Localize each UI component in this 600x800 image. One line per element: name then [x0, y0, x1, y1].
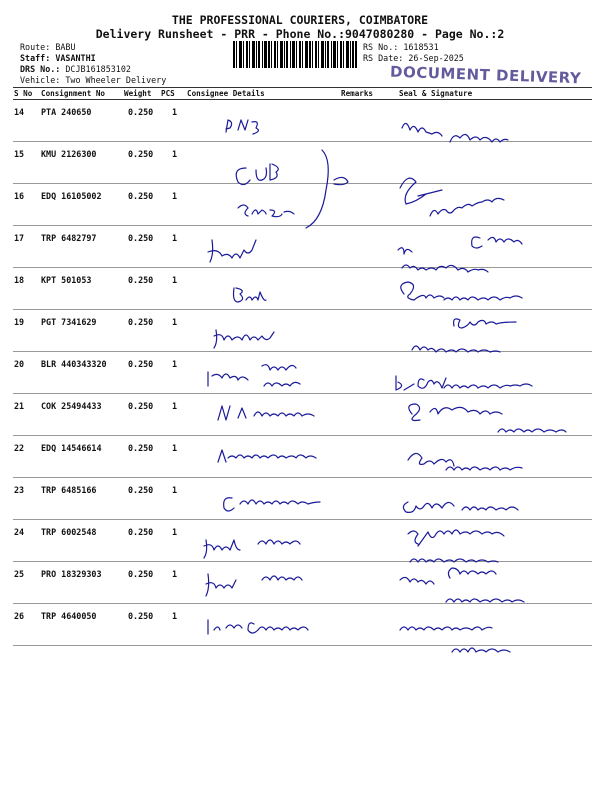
- table-row: [0, 352, 600, 394]
- staff-field: Staff: VASANTHI: [20, 53, 96, 63]
- row-sno: 19: [14, 317, 25, 327]
- row-weight: 0.250: [128, 317, 154, 327]
- col-seal-signature: Seal & Signature: [399, 89, 473, 98]
- rs-no-value: 1618531: [403, 42, 439, 52]
- row-sno: 23: [14, 485, 25, 495]
- row-weight: 0.250: [128, 527, 154, 537]
- row-consignment: PTA 240650: [41, 107, 92, 117]
- row-sno: 22: [14, 443, 25, 453]
- table-row: [0, 562, 600, 604]
- table-row: [0, 478, 600, 520]
- row-sno: 26: [14, 611, 25, 621]
- row-pcs: 1: [172, 317, 178, 327]
- row-consignment: KMU 2126300: [41, 149, 97, 159]
- table-row: [0, 226, 600, 268]
- col-pcs: PCS: [161, 89, 175, 98]
- row-consignment: EDQ 14546614: [41, 443, 102, 453]
- row-sno: 21: [14, 401, 25, 411]
- row-weight: 0.250: [128, 485, 154, 495]
- report-title: THE PROFESSIONAL COURIERS, COIMBATORE: [171, 13, 429, 27]
- row-consignment: EDQ 16105002: [41, 191, 102, 201]
- rs-date-field: RS Date: 26-Sep-2025: [363, 53, 464, 63]
- row-sno: 18: [14, 275, 25, 285]
- row-pcs: 1: [172, 191, 178, 201]
- row-consignment: TRP 6485166: [41, 485, 97, 495]
- row-sno: 17: [14, 233, 25, 243]
- route-value: BABU: [55, 42, 76, 52]
- col-weight: Weight: [124, 89, 152, 98]
- barcode-image: [233, 41, 357, 68]
- row-pcs: 1: [172, 443, 178, 453]
- route-field: Route: BABU: [20, 42, 76, 52]
- row-consignment: TRP 4640050: [41, 611, 97, 621]
- row-sno: 20: [14, 359, 25, 369]
- row-pcs: 1: [172, 359, 178, 369]
- table-row: [0, 394, 600, 436]
- rs-no-field: RS No.: 1618531: [363, 42, 439, 52]
- report-subtitle: Delivery Runsheet - PRR - Phone No.:9047080280 - Page No.:2: [95, 27, 505, 41]
- table-row: [0, 184, 600, 226]
- row-weight: 0.250: [128, 611, 154, 621]
- table-row: [0, 100, 600, 142]
- table-row: [0, 520, 600, 562]
- rs-date-value: 26-Sep-2025: [408, 53, 464, 63]
- drs-field: DRS No.: DCJB161853102: [20, 64, 131, 74]
- col-consignee: Consignee Details: [187, 89, 265, 98]
- row-pcs: 1: [172, 107, 178, 117]
- col-consignment: Consignment No: [41, 89, 106, 98]
- document-delivery-stamp: DOCUMENT DELIVERY: [389, 62, 582, 88]
- row-consignment: PRO 18329303: [41, 569, 102, 579]
- row-weight: 0.250: [128, 191, 154, 201]
- row-rule: [13, 645, 592, 646]
- row-weight: 0.250: [128, 149, 154, 159]
- row-pcs: 1: [172, 527, 178, 537]
- row-weight: 0.250: [128, 443, 154, 453]
- col-remarks: Remarks: [341, 89, 374, 98]
- table-row: [0, 142, 600, 184]
- table-row: [0, 268, 600, 310]
- staff-value: VASANTHI: [55, 53, 96, 63]
- row-sno: 14: [14, 107, 25, 117]
- col-sno: S No: [14, 89, 33, 98]
- row-weight: 0.250: [128, 359, 154, 369]
- row-weight: 0.250: [128, 107, 154, 117]
- table-row: [0, 604, 600, 646]
- row-consignment: BLR 440343320: [41, 359, 107, 369]
- row-consignment: PGT 7341629: [41, 317, 97, 327]
- row-weight: 0.250: [128, 233, 154, 243]
- row-sno: 25: [14, 569, 25, 579]
- row-pcs: 1: [172, 275, 178, 285]
- row-weight: 0.250: [128, 401, 154, 411]
- row-consignment: COK 25494433: [41, 401, 102, 411]
- header-top-rule: [13, 87, 592, 88]
- row-pcs: 1: [172, 401, 178, 411]
- row-pcs: 1: [172, 149, 178, 159]
- row-weight: 0.250: [128, 275, 154, 285]
- row-weight: 0.250: [128, 569, 154, 579]
- table-row: [0, 310, 600, 352]
- row-consignment: KPT 501053: [41, 275, 92, 285]
- row-consignment: TRP 6002548: [41, 527, 97, 537]
- row-consignment: TRP 6482797: [41, 233, 97, 243]
- row-sno: 24: [14, 527, 25, 537]
- table-row: [0, 436, 600, 478]
- row-pcs: 1: [172, 569, 178, 579]
- row-pcs: 1: [172, 233, 178, 243]
- row-pcs: 1: [172, 611, 178, 621]
- drs-value: DCJB161853102: [65, 64, 131, 74]
- row-sno: 16: [14, 191, 25, 201]
- vehicle-field: Vehicle: Two Wheeler Delivery: [20, 75, 167, 85]
- row-sno: 15: [14, 149, 25, 159]
- vehicle-value: Two Wheeler Delivery: [65, 75, 167, 85]
- row-pcs: 1: [172, 485, 178, 495]
